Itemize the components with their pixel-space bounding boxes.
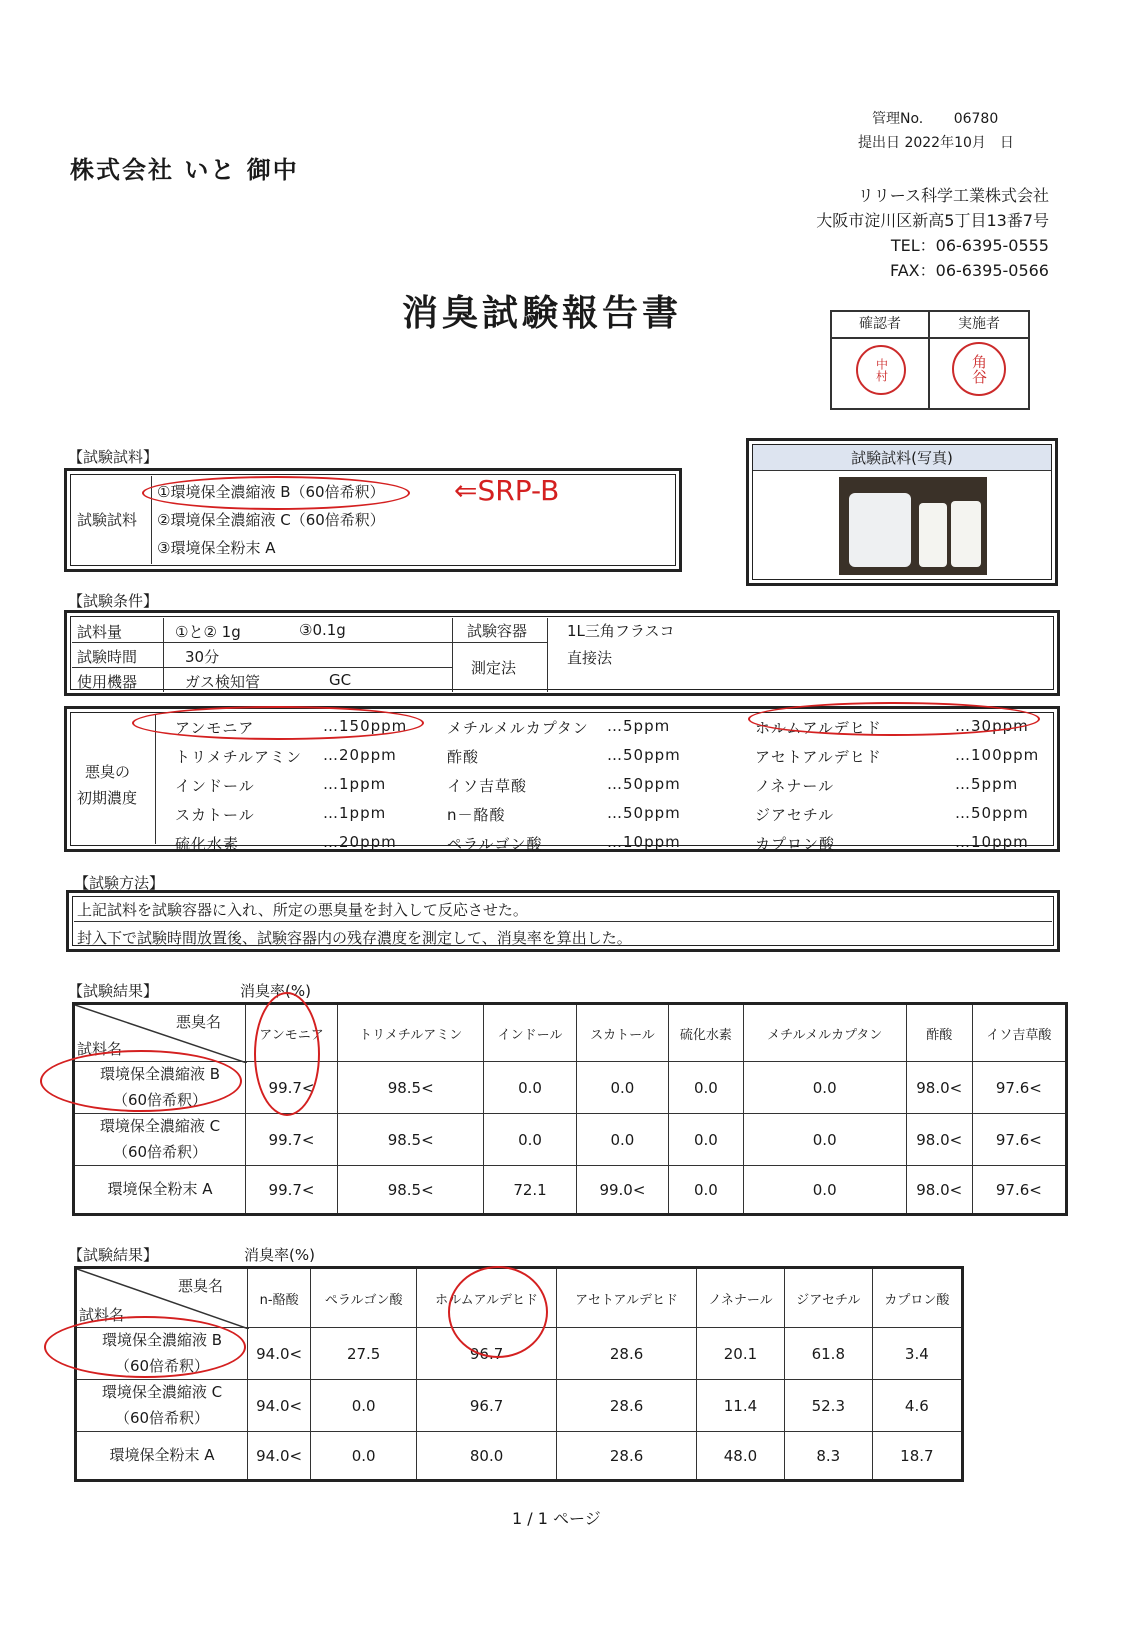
sample-name-line1: 環境保全濃縮液 C [99, 1117, 221, 1135]
company-fax: FAX：06-6395-0566 [890, 261, 1049, 280]
samples-row-label: 試験試料 [77, 511, 138, 529]
column-header: メチルメルカプタン [743, 1004, 906, 1062]
value-cell: 0.0 [743, 1062, 906, 1114]
page-title: 消臭試験報告書 [402, 293, 683, 334]
odor-value: …5ppm [955, 775, 1019, 793]
conditions-box [64, 610, 1060, 696]
management-number [872, 108, 998, 128]
column-header: スカトール [576, 1004, 668, 1062]
odor-item [447, 775, 727, 804]
cond-hline-2 [72, 667, 452, 668]
value-cell: 98.5< [338, 1062, 484, 1114]
odor-item [175, 746, 445, 775]
value-cell: 97.6< [972, 1062, 1066, 1114]
cond-vline-1 [452, 618, 453, 692]
odor-name: イソ吉草酸 [447, 777, 528, 795]
sample-name-line1: 環境保全粉末 A [107, 1179, 213, 1198]
table-row [76, 1380, 963, 1432]
highlight-formaldehyde [748, 702, 1040, 736]
column-header: イソ吉草酸 [972, 1004, 1066, 1062]
checker-seal-text: 中村 [874, 358, 889, 382]
odor-item [755, 833, 1055, 862]
odor-name: 酢酸 [447, 748, 480, 766]
method-divider [74, 921, 1052, 922]
recipient: 株式会社 いと 御中 [70, 156, 299, 184]
value-cell: 94.0< [248, 1432, 311, 1481]
method-value: 直接法 [567, 649, 613, 667]
approval-divider [928, 337, 930, 408]
executor-seal [952, 342, 1006, 396]
column-header: 酢酸 [906, 1004, 972, 1062]
value-cell: 0.0 [311, 1380, 417, 1432]
value-cell: 99.7< [246, 1114, 338, 1166]
value-cell: 98.0< [906, 1166, 972, 1215]
odor-item [447, 746, 727, 775]
sample-photo [839, 477, 987, 575]
table-row [74, 1114, 1067, 1166]
time-label: 試験時間 [77, 648, 138, 666]
odor-name: アセトアルデヒド [755, 748, 882, 766]
odor-value: …50ppm [607, 746, 681, 764]
sample-name-cell [76, 1380, 248, 1432]
highlight-sample-b [142, 476, 410, 510]
odor-column-3 [755, 717, 1055, 862]
bottle-left [919, 503, 947, 567]
value-cell: 52.3 [784, 1380, 872, 1432]
odor-name: トリメチルアミン [175, 748, 302, 766]
cond-vline-2 [547, 618, 548, 692]
column-header: トリメチルアミン [338, 1004, 484, 1062]
device-value: ガス検知管 [185, 673, 261, 691]
column-header: n-酪酸 [248, 1268, 311, 1328]
odor-item [447, 717, 727, 746]
value-cell: 97.6< [972, 1166, 1066, 1215]
odor-item [755, 746, 1055, 775]
value-cell: 94.0< [248, 1380, 311, 1432]
table-row [76, 1432, 963, 1481]
sample-name-cell [74, 1166, 246, 1215]
value-cell: 0.0 [311, 1432, 417, 1481]
samples-heading: 【試験試料】 [68, 448, 159, 466]
odor-name: ホルムアルデヒド [755, 719, 882, 737]
value-cell: 80.0 [417, 1432, 557, 1481]
management-number-label: 管理No. [872, 111, 924, 127]
highlight-ammonia [132, 706, 424, 740]
results1-unit: 消臭率(%) [240, 982, 311, 1000]
approval-box [830, 310, 1030, 410]
results2-unit: 消臭率(%) [244, 1246, 315, 1264]
highlight-sample-b-row2 [44, 1316, 246, 1378]
value-cell: 8.3 [784, 1432, 872, 1481]
odor-item [447, 833, 727, 862]
amount-value-a: ①と② 1g [175, 623, 241, 641]
results-table-1 [72, 1002, 1068, 1216]
company-address: 大阪市淀川区新高5丁目13番7号 [816, 211, 1049, 230]
method-box [66, 890, 1060, 952]
column-header: ホルムアルデヒド [417, 1268, 557, 1328]
value-cell: 0.0 [743, 1114, 906, 1166]
table-row [74, 1166, 1067, 1215]
corner-bottom: 試料名 [79, 1306, 125, 1324]
executor-label: 実施者 [930, 312, 1028, 339]
highlight-sample-b-row1 [40, 1050, 242, 1112]
cond-hline-1 [72, 642, 452, 643]
value-cell: 0.0 [669, 1166, 744, 1215]
corner-bottom: 試料名 [77, 1040, 123, 1058]
value-cell: 27.5 [311, 1328, 417, 1380]
photo-label-text: 試験試料(写真) [851, 449, 953, 467]
results1-heading: 【試験結果】 [68, 982, 159, 1000]
container-value: 1L三角フラスコ [567, 622, 675, 640]
odor-name: n－酪酸 [447, 806, 506, 824]
sample-name-line2: （60倍希釈） [114, 1408, 210, 1427]
value-cell: 0.0 [484, 1062, 576, 1114]
value-cell: 3.4 [872, 1328, 962, 1380]
sample-name-line1: 環境保全濃縮液 B [99, 1065, 221, 1083]
value-cell: 96.7 [417, 1380, 557, 1432]
table-header-row [74, 1004, 1067, 1062]
column-header: インドール [484, 1004, 576, 1062]
value-cell: 61.8 [784, 1328, 872, 1380]
sample-name-cell [74, 1114, 246, 1166]
column-header: ペラルゴン酸 [311, 1268, 417, 1328]
column-header: ジアセチル [784, 1268, 872, 1328]
odor-value: …1ppm [323, 775, 387, 793]
method-heading: 【試験方法】 [74, 874, 165, 892]
company-block [816, 183, 1049, 283]
value-cell: 99.0< [576, 1166, 668, 1215]
value-cell: 20.1 [697, 1328, 785, 1380]
odor-value: …1ppm [323, 804, 387, 822]
value-cell: 28.6 [557, 1432, 697, 1481]
highlight-formaldehyde-column [448, 1266, 548, 1358]
odor-item [175, 804, 445, 833]
column-header: カプロン酸 [872, 1268, 962, 1328]
method-line-1: 上記試料を試験容器に入れ、所定の悪臭量を封入して反応させた。 [77, 901, 528, 919]
odor-name: インドール [175, 777, 255, 795]
powder-bag [849, 493, 911, 567]
sample-name-cell [76, 1432, 248, 1481]
device-label: 使用機器 [77, 673, 138, 691]
container-label: 試験容器 [467, 622, 528, 640]
submission-date: 提出日 2022年10月 日 [858, 135, 1014, 151]
odor-value: …50ppm [607, 804, 681, 822]
odor-label-line2: 初期濃度 [77, 789, 138, 807]
odor-value: …50ppm [955, 804, 1029, 822]
company-name: リリース科学工業株式会社 [857, 186, 1049, 205]
column-header: アセトアルデヒド [557, 1268, 697, 1328]
sample-name-line1: 環境保全濃縮液 B [101, 1331, 223, 1349]
bottle-right [951, 501, 981, 567]
sample-name-line1: 環境保全粉末 A [109, 1445, 215, 1464]
odor-value: …30ppm [955, 717, 1029, 735]
value-cell: 4.6 [872, 1380, 962, 1432]
sample-item-3: ③環境保全粉末 A [157, 539, 276, 557]
value-cell: 0.0 [484, 1114, 576, 1166]
odor-value: …20ppm [323, 833, 397, 851]
value-cell: 18.7 [872, 1432, 962, 1481]
method-line-2: 封入下で試験時間放置後、試験容器内の残存濃度を測定して、消臭率を算出した。 [77, 929, 632, 947]
odor-value: …150ppm [323, 717, 408, 735]
executor-seal-text: 角谷 [970, 354, 988, 384]
value-cell: 99.7< [246, 1062, 338, 1114]
odor-value: …5ppm [607, 717, 671, 735]
photo-box [746, 438, 1058, 586]
sample-item-2: ②環境保全濃縮液 C（60倍希釈） [157, 511, 385, 529]
odor-value: …20ppm [323, 746, 397, 764]
value-cell: 28.6 [557, 1380, 697, 1432]
management-number-value: 06780 [953, 111, 999, 127]
checker-seal [856, 345, 906, 395]
device-extra: GC [329, 671, 352, 689]
odor-item [755, 775, 1055, 804]
value-cell: 72.1 [484, 1166, 576, 1215]
sample-name-line2: （60倍希釈） [112, 1142, 208, 1161]
corner-top: 悪臭名 [175, 1013, 221, 1031]
odor-label-line1: 悪臭の [85, 763, 131, 781]
sample-name-line1: 環境保全濃縮液 C [101, 1383, 223, 1401]
srp-annotation: ⇐SRP-B [454, 474, 560, 507]
value-cell: 94.0< [248, 1328, 311, 1380]
highlight-ammonia-column [254, 992, 320, 1116]
amount-label: 試料量 [77, 623, 123, 641]
value-cell: 0.0 [743, 1166, 906, 1215]
photo-label [753, 445, 1051, 471]
odor-value: …10ppm [955, 833, 1029, 851]
value-cell: 98.0< [906, 1062, 972, 1114]
value-cell: 0.0 [669, 1114, 744, 1166]
odor-name: ジアセチル [755, 806, 835, 824]
odor-name: アンモニア [175, 719, 255, 737]
odor-item [175, 775, 445, 804]
odor-item [175, 833, 445, 862]
sample-name-line2: （60倍希釈） [112, 1090, 208, 1109]
value-cell: 0.0 [669, 1062, 744, 1114]
sample-name-line2: （60倍希釈） [114, 1356, 210, 1375]
time-value: 30分 [185, 648, 220, 666]
conditions-heading: 【試験条件】 [68, 592, 159, 610]
value-cell: 98.5< [338, 1166, 484, 1215]
value-cell: 97.6< [972, 1114, 1066, 1166]
column-header: アンモニア [246, 1004, 338, 1062]
value-cell: 99.7< [246, 1166, 338, 1215]
odor-name: ペラルゴン酸 [447, 835, 543, 853]
column-header: 硫化水素 [669, 1004, 744, 1062]
value-cell: 11.4 [697, 1380, 785, 1432]
value-cell: 96.7 [417, 1328, 557, 1380]
column-header: ノネナール [697, 1268, 785, 1328]
company-tel: TEL：06-6395-0555 [890, 236, 1049, 255]
sample-item-1: ①環境保全濃縮液 B（60倍希釈） [157, 483, 385, 501]
odor-name: カプロン酸 [755, 835, 836, 853]
odor-name: メチルメルカプタン [447, 719, 589, 737]
odor-value: …10ppm [607, 833, 681, 851]
odor-item [755, 804, 1055, 833]
amount-value-b: ③0.1g [299, 621, 346, 639]
page-number: 1 / 1 ページ [512, 1509, 601, 1528]
value-cell: 98.0< [906, 1114, 972, 1166]
results2-heading: 【試験結果】 [68, 1246, 159, 1264]
odor-value: …100ppm [955, 746, 1040, 764]
odor-value: …50ppm [607, 775, 681, 793]
corner-top: 悪臭名 [177, 1277, 223, 1295]
value-cell: 0.0 [576, 1114, 668, 1166]
odor-name: 硫化水素 [175, 835, 240, 853]
odor-name: スカトール [175, 806, 255, 824]
value-cell: 0.0 [576, 1062, 668, 1114]
checker-label: 確認者 [832, 312, 930, 339]
odor-column-2 [447, 717, 727, 862]
cond-hline-3 [452, 642, 547, 643]
odor-item [447, 804, 727, 833]
value-cell: 98.5< [338, 1114, 484, 1166]
method-label: 測定法 [471, 659, 517, 677]
odor-name: ノネナール [755, 777, 835, 795]
value-cell: 28.6 [557, 1328, 697, 1380]
value-cell: 48.0 [697, 1432, 785, 1481]
